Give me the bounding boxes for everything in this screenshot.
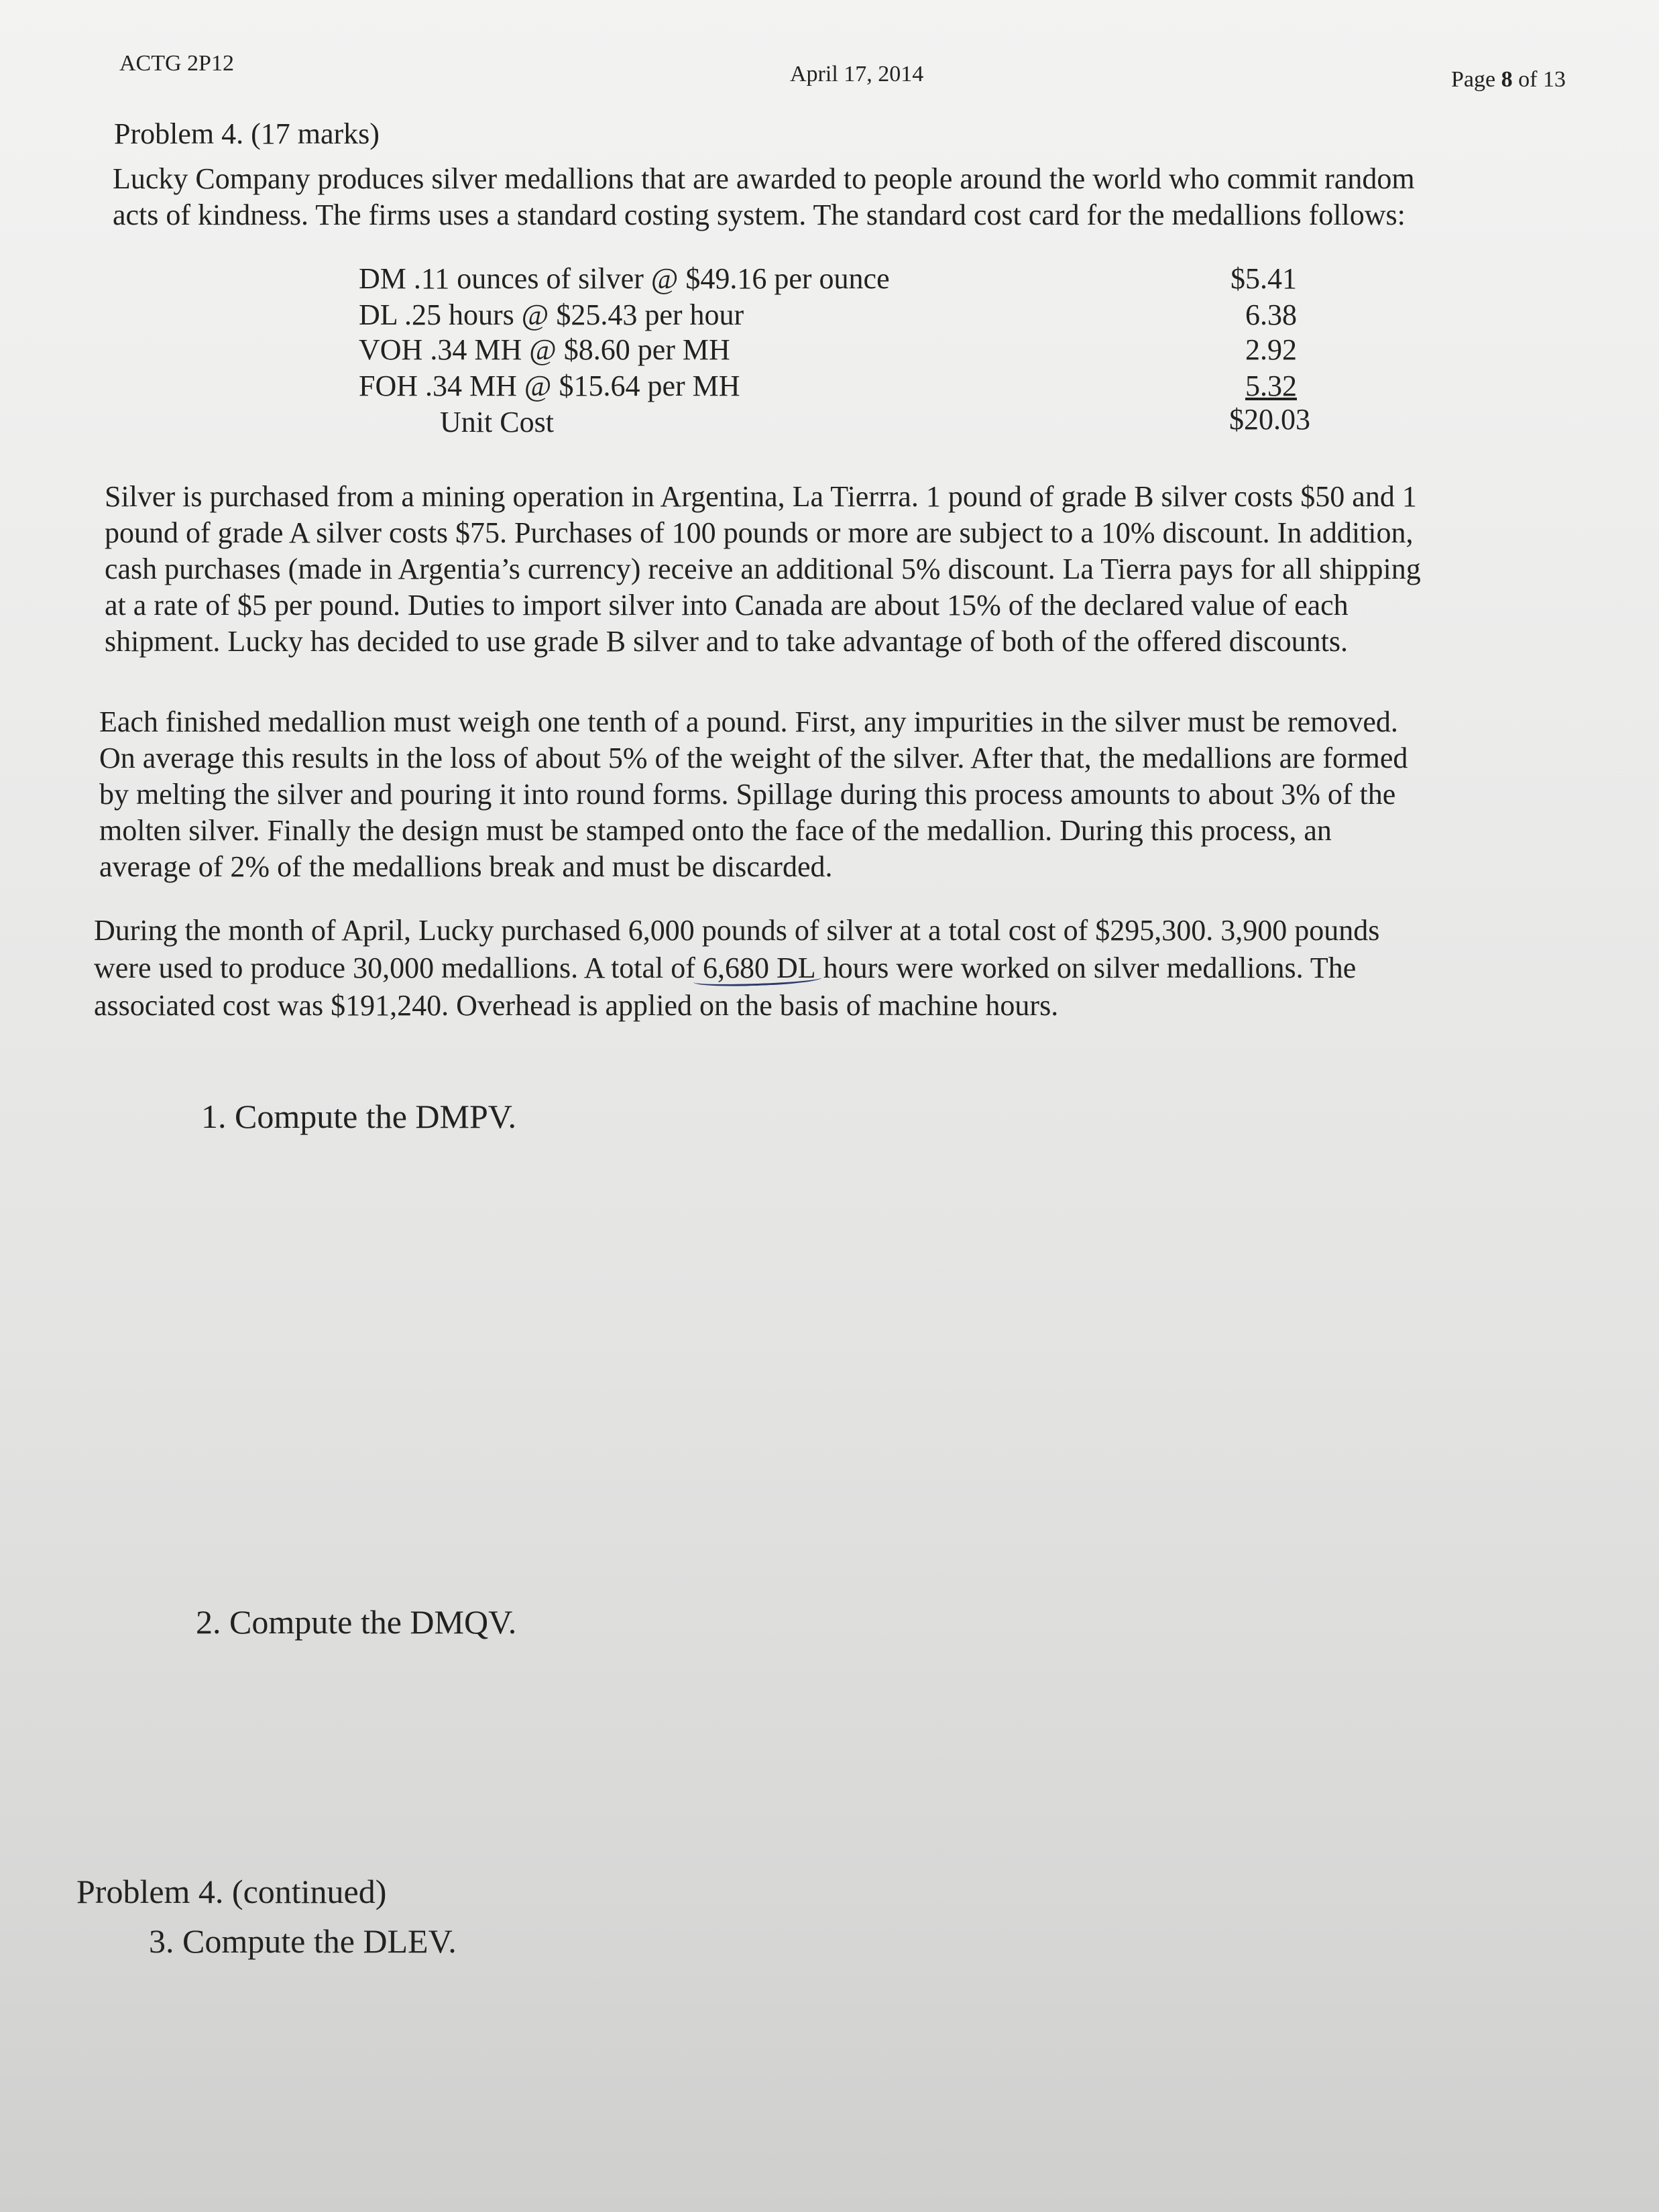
course-code: ACTG 2P12 [119,51,234,76]
marked-hours: 6,680 DL [702,951,816,984]
cost-row-amount: 5.32 [1245,369,1297,402]
unit-cost-label: Unit Cost [440,406,554,439]
continued-heading: Problem 4. (continued) [76,1873,387,1910]
cost-row-label: VOH .34 MH @ $8.60 per MH [359,333,730,366]
unit-cost-amount: $20.03 [1229,403,1310,436]
purchase-paragraph [105,479,1421,660]
problem-intro [113,161,1415,233]
paragraph-line: by melting the silver and pouring it into round forms. Spillage during this process amounts to about 3% of the [99,778,1396,811]
april-paragraph [94,912,1379,1025]
paragraph-line: During the month of April, Lucky purchased 6,000 pounds of silver at a total cost of $295,300. 3,900 pounds [94,914,1380,947]
cost-row-label: DL .25 hours @ $25.43 per hour [359,298,744,331]
paragraph-line: On average this results in the loss of about 5% of the weight of the silver. After that, the medallions are formed [99,742,1408,774]
intro-line: acts of kindness. The firms uses a standard costing system. The standard cost card for the medallions follows: [113,198,1406,231]
exam-date: April 17, 2014 [790,62,924,86]
line-text: were used to produce 30,000 medallions. A total of [94,951,703,984]
line-text: hours were worked on silver medallions. The [815,951,1357,984]
page-number [1451,67,1566,93]
intro-line: Lucky Company produces silver medallions that are awarded to people around the world who commit random [113,162,1415,195]
paragraph-line: pound of grade A silver costs $75. Purchases of 100 pounds or more are subject to a 10% discount. In addition, [105,516,1414,549]
paragraph-line: average of 2% of the medallions break and must be discarded. [99,850,833,883]
page-current: 8 [1501,67,1513,92]
question-3: 3. Compute the DLEV. [149,1922,457,1960]
handwritten-underline-mark [703,949,816,987]
page-prefix: Page [1451,67,1501,92]
paragraph-line: cash purchases (made in Argentia’s currency) receive an additional 5% discount. La Tierra pays for all shipping [105,552,1421,585]
cost-row-label: FOH .34 MH @ $15.64 per MH [359,369,740,402]
paragraph-line: associated cost was $191,240. Overhead is applied on the basis of machine hours. [94,989,1059,1022]
process-paragraph [99,704,1408,885]
question-2: 2. Compute the DMQV. [196,1603,517,1641]
paragraph-line: shipment. Lucky has decided to use grade B silver and to take advantage of both of the offered discounts. [105,625,1348,658]
cost-row-amount: 2.92 [1245,333,1297,366]
paragraph-line: at a rate of $5 per pound. Duties to import silver into Canada are about 15% of the declared value of each [105,589,1349,622]
cost-row-amount: $5.41 [1231,262,1297,295]
question-1: 1. Compute the DMPV. [201,1098,516,1135]
paragraph-line: Each finished medallion must weigh one tenth of a pound. First, any impurities in the silver must be removed. [99,705,1398,738]
cost-row-label: DM .11 ounces of silver @ $49.16 per ounce [359,262,890,295]
page-suffix: of 13 [1512,67,1566,92]
paragraph-line: Silver is purchased from a mining operation in Argentina, La Tierrra. 1 pound of grade B silver costs $50 and 1 [105,480,1417,513]
cost-row-amount: 6.38 [1245,298,1297,331]
paragraph-line [94,949,1379,987]
problem-title: Problem 4. (17 marks) [114,117,380,150]
paragraph-line: molten silver. Finally the design must be stamped onto the face of the medallion. During this process, an [99,814,1332,847]
